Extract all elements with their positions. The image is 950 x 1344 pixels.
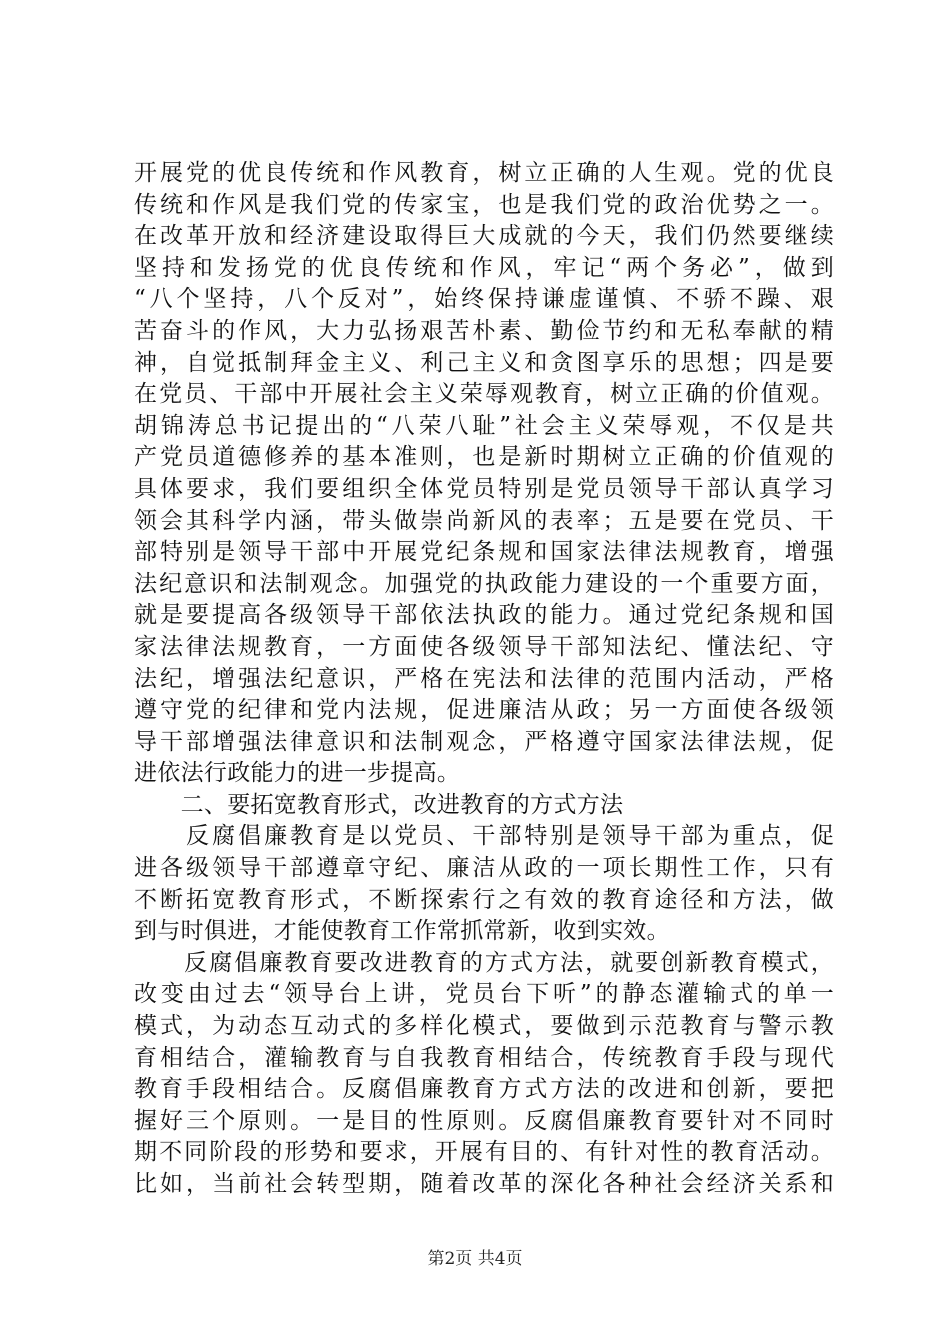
- text-line: 苦奋斗的作风，大力弘扬艰苦朴素、勤俭节约和无私奉献的精: [134, 317, 834, 344]
- text-line: 进各级领导干部遵章守纪、廉洁从政的一项长期性工作，只有: [134, 855, 834, 882]
- text-line: 产党员道德修养的基本准则，也是新时期树立正确的价值观的: [134, 444, 834, 471]
- text-line: 反腐倡廉教育要改进教育的方式方法，就要创新教育模式，: [134, 949, 834, 976]
- text-line: 教育手段相结合。反腐倡廉教育方式方法的改进和创新，要把: [134, 1076, 834, 1103]
- text-line: 导干部增强法律意识和法制观念，严格遵守国家法律法规，促: [134, 728, 834, 755]
- text-line: 传统和作风是我们党的传家宝，也是我们党的政治优势之一。: [134, 191, 834, 218]
- text-line: 反腐倡廉教育是以党员、干部特别是领导干部为重点，促: [134, 823, 834, 850]
- text-line: 期不同阶段的形势和要求，开展有目的、有针对性的教育活动。: [134, 1139, 834, 1166]
- body-text: [134, 158, 834, 1201]
- text-line: 坚持和发扬党的优良传统和作风，牢记“两个务必”，做到: [134, 254, 834, 281]
- text-line: 进依法行政能力的进一步提高。: [134, 760, 461, 787]
- text-line: 在党员、干部中开展社会主义荣辱观教育，树立正确的价值观。: [134, 381, 834, 408]
- text-line: 法纪，增强法纪意识，严格在宪法和法律的范围内活动，严格: [134, 665, 834, 692]
- text-line: 模式，为动态互动式的多样化模式，要做到示范教育与警示教: [134, 1013, 834, 1040]
- text-line: 神，自觉抵制拜金主义、利己主义和贪图享乐的思想；四是要: [134, 349, 834, 376]
- text-line: 改变由过去“领导台上讲，党员台下听”的静态灌输式的单一: [134, 981, 834, 1008]
- text-line: 开展党的优良传统和作风教育，树立正确的人生观。党的优良: [134, 160, 834, 186]
- text-line: 法纪意识和法制观念。加强党的执政能力建设的一个重要方面，: [134, 570, 834, 597]
- text-line: 就是要提高各级领导干部依法执政的能力。通过党纪条规和国: [134, 602, 834, 629]
- text-line: 部特别是领导干部中开展党纪条规和国家法律法规教育，增强: [134, 539, 834, 566]
- text-line: 领会其科学内涵，带头做崇尚新风的表率；五是要在党员、干: [134, 507, 834, 534]
- text-line: 比如，当前社会转型期，随着改革的深化各种社会经济关系和: [134, 1171, 834, 1197]
- text-line: 不断拓宽教育形式，不断探索行之有效的教育途径和方法，做: [134, 886, 834, 913]
- text-line: 家法律法规教育，一方面使各级领导干部知法纪、懂法纪、守: [134, 633, 834, 660]
- page-footer: 第2页 共4页: [427, 1249, 523, 1269]
- text-line: 在改革开放和经济建设取得巨大成就的今天，我们仍然要继续: [134, 223, 834, 250]
- text-line: 具体要求，我们要组织全体党员特别是党员领导干部认真学习: [134, 475, 834, 502]
- text-line: “八个坚持，八个反对”，始终保持谦虚谨慎、不骄不躁、艰: [134, 286, 834, 313]
- text-line: 育相结合，灌输教育与自我教育相结合，传统教育手段与现代: [134, 1044, 834, 1071]
- text-line: 遵守党的纪律和党内法规，促进廉洁从政；另一方面使各级领: [134, 697, 834, 724]
- text-line: 二、要拓宽教育形式，改进教育的方式方法: [134, 791, 624, 818]
- text-line: 到与时俱进，才能使教育工作常抓常新，收到实效。: [134, 918, 670, 945]
- text-line: 胡锦涛总书记提出的“八荣八耻”社会主义荣辱观，不仅是共: [134, 412, 834, 439]
- text-line: 握好三个原则。一是目的性原则。反腐倡廉教育要针对不同时: [134, 1107, 834, 1134]
